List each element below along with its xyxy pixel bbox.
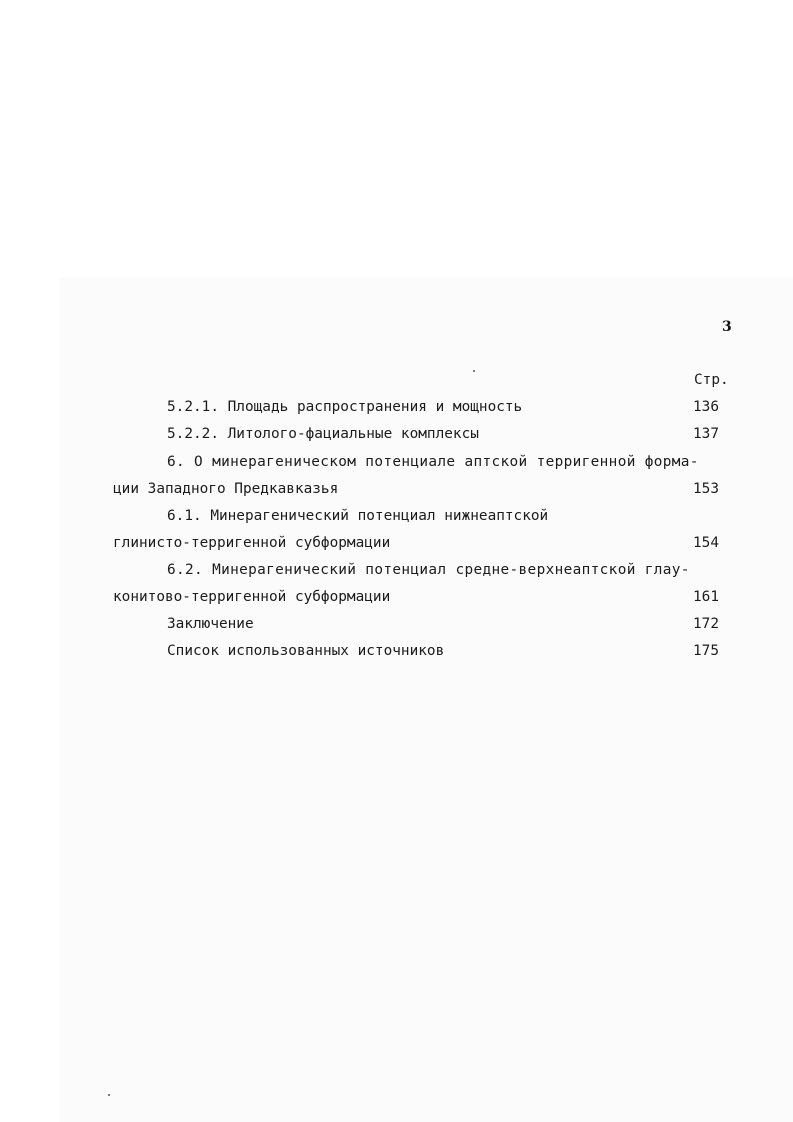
toc-entry-text: 6.1. Минерагенический потенциал нижнеаптской xyxy=(167,508,549,524)
toc-entry-page: 154 xyxy=(693,535,719,551)
toc-entry-text: Заключение xyxy=(167,616,254,632)
toc-entry-text: 5.2.2. Литолого-фациальные комплексы xyxy=(167,426,479,442)
toc-entry-text: Список использованных источников xyxy=(167,643,445,659)
toc-entry-text: 6.2. Минерагенический потенциал средне-верхнеаптской глау- xyxy=(167,562,690,578)
scan-speck xyxy=(473,370,475,372)
toc-entry-text: глинисто-терригенной субформации xyxy=(113,535,391,551)
toc-entry-page: 153 xyxy=(693,481,719,497)
toc-entry-page: 175 xyxy=(693,643,719,659)
scan-speck xyxy=(108,1094,110,1096)
toc-entry-text: 6. О минерагеническом потенциале аптской терригенной форма- xyxy=(167,454,699,470)
page-number: 3 xyxy=(722,319,732,335)
toc-entry-page: 172 xyxy=(693,616,719,632)
toc-entry-page: 161 xyxy=(693,589,719,605)
toc-entry-page: 136 xyxy=(693,399,719,415)
page-column-header: Стр. xyxy=(694,372,729,388)
toc-entry-text: 5.2.1. Площадь распространения и мощность xyxy=(167,399,523,415)
toc-entry-page: 137 xyxy=(693,426,719,442)
toc-entry-text: конитово-терригенной субформации xyxy=(113,589,391,605)
toc-entry-text: ции Западного Предкавказья xyxy=(113,481,339,497)
